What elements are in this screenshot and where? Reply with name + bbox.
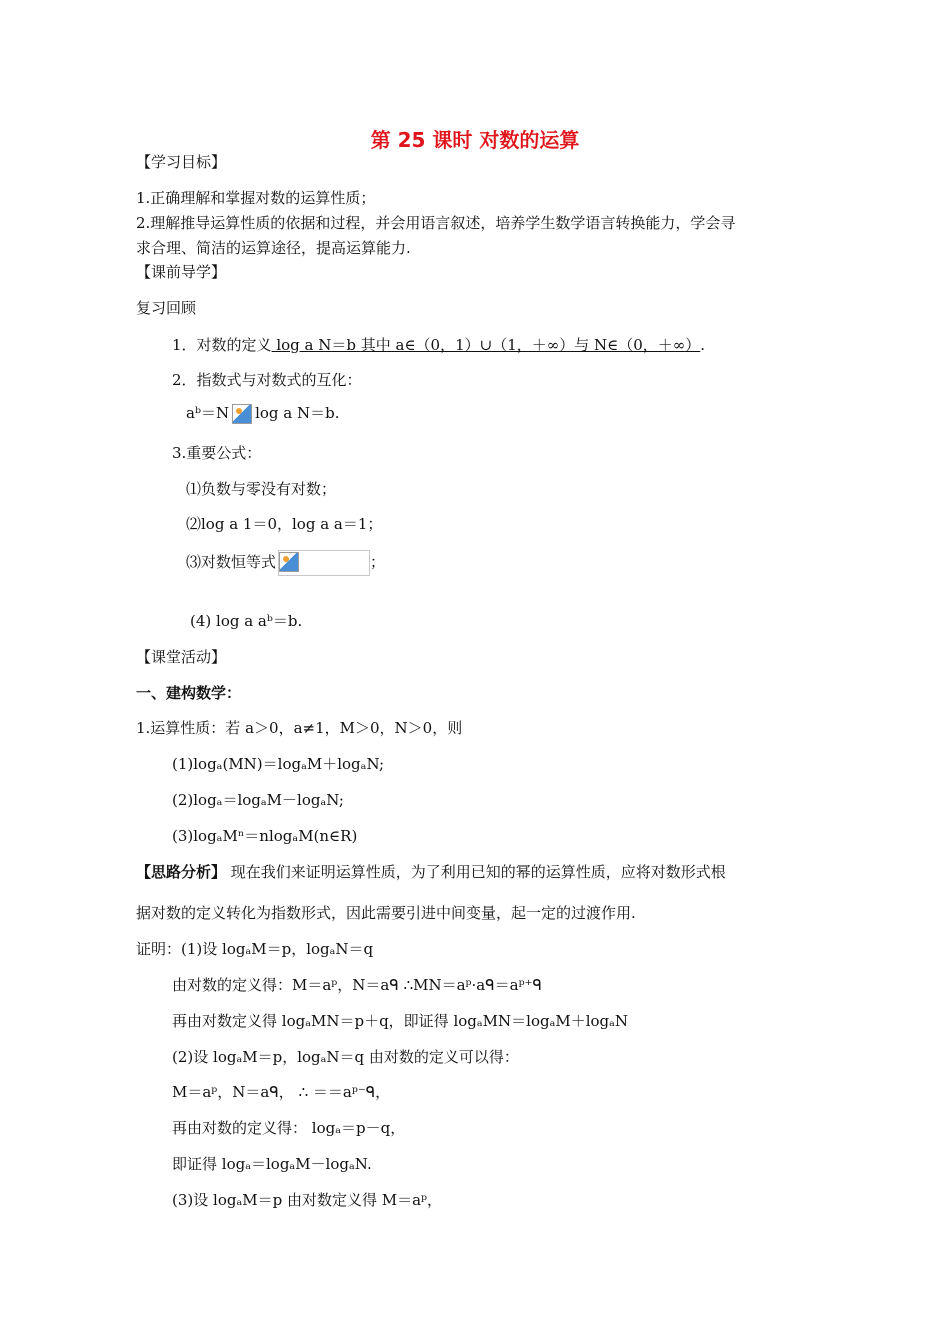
proof-line-8: (3)设 logₐM＝p 由对数定义得 M＝aᵖ， (172, 1191, 443, 1209)
analysis-label: 【思路分析】 (136, 863, 227, 881)
broken-image-icon (279, 552, 299, 572)
review-item-1 (172, 335, 705, 355)
property-1: (1)logₐ(MN)＝logₐM＋logₐN; (172, 755, 385, 773)
proof-line-7: 即证得 logₐ＝logₐM－logₐN. (172, 1155, 372, 1173)
proof-line-4: (2)设 logₐM＝p，logₐN＝q 由对数的定义可以得： (172, 1048, 519, 1066)
item1-def-formula: log a N＝b (271, 336, 361, 354)
construct-heading: 一、建构数学： (136, 684, 242, 702)
item1-end: . (700, 336, 706, 354)
review-heading: 复习回顾 (136, 299, 197, 317)
formula-2: ⑵log a 1＝0，log a a＝1； (186, 515, 383, 533)
section-preview: 【课前导学】 (136, 263, 227, 281)
exp-form: aᵇ＝N (186, 404, 230, 422)
goal-1: 1.正确理解和掌握对数的运算性质； (136, 189, 376, 207)
goal-3: 求合理、简洁的运算途径，提高运算能力. (136, 239, 411, 257)
formula-1: ⑴负数与零没有对数； (186, 480, 337, 498)
analysis-text-1: 现在我们来证明运算性质，为了利用已知的幂的运算性质，应将对数形式根 (226, 863, 726, 881)
broken-image-icon (232, 404, 252, 424)
formula-3-end: ； (370, 553, 386, 571)
formula-4: (4) log a aᵇ＝b. (190, 612, 303, 630)
formula-3-label: ⑶对数恒等式 (186, 553, 277, 571)
analysis-line-1 (136, 862, 726, 882)
property-intro: 1.运算性质：若 a＞0，a≠1，M＞0，N＞0，则 (136, 719, 463, 737)
analysis-line-2: 据对数的定义转化为指数形式，因此需要引进中间变量，起一定的过渡作用. (136, 904, 636, 922)
item1-definition (272, 336, 701, 354)
page-title: 第 25 课时 对数的运算 (370, 128, 580, 152)
formula-3 (186, 550, 385, 576)
section-goals: 【学习目标】 (136, 153, 227, 171)
proof-line-1: 证明：(1)设 logₐM＝p，logₐN＝q (136, 940, 374, 958)
goal-2: 2.理解推导运算性质的依据和过程，并会用语言叙述，培养学生数学语言转换能力，学会寻 (136, 214, 736, 232)
item1-def-domain: 其中 a∈（0，1）∪（1，＋∞）与 N∈（0，＋∞） (360, 336, 701, 354)
item1-prefix: 1．对数的定义 (172, 336, 272, 354)
property-3: (3)logₐMⁿ＝nlogₐM(n∈R) (172, 827, 358, 845)
conversion-formula (186, 403, 339, 424)
section-activity: 【课堂活动】 (136, 648, 227, 666)
identity-image-frame (278, 550, 370, 576)
review-item-2: 2．指数式与对数式的互化： (172, 371, 362, 389)
proof-line-6: 再由对数的定义得： logₐ＝p－q， (172, 1119, 406, 1137)
proof-line-5: M＝aᵖ，N＝aᑫ， ∴ ＝＝aᵖ⁻ᑫ， (172, 1083, 391, 1101)
log-form: log a N＝b. (255, 404, 340, 422)
proof-line-3: 再由对数定义得 logₐMN＝p＋q，即证得 logₐMN＝logₐM＋logₐN (172, 1012, 629, 1030)
review-item-3: 3.重要公式： (172, 444, 262, 462)
property-2: (2)logₐ＝logₐM－logₐN; (172, 791, 344, 809)
proof-line-2: 由对数的定义得：M＝aᵖ，N＝aᑫ ∴MN＝aᵖ·aᑫ＝aᵖ⁺ᑫ (172, 976, 542, 994)
